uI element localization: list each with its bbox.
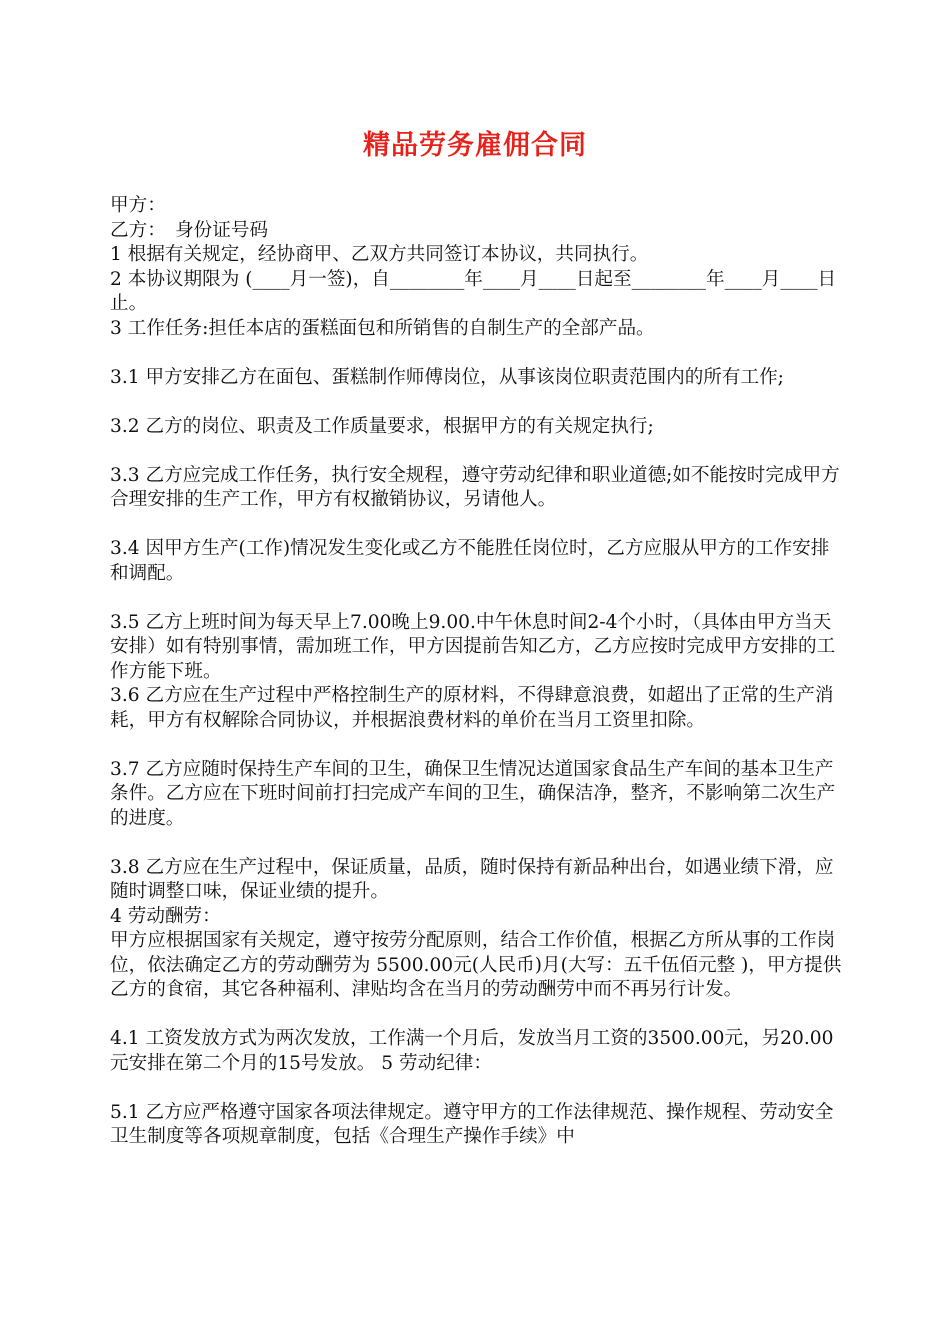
clause-3-3: 3.3 乙方应完成工作任务，执行安全规程，遵守劳动纪律和职业道德;如不能按时完成甲方合理安排的生产工作，甲方有权撤销协议，另请他人。 [110, 464, 840, 510]
clause-5-1: 5.1 乙方应严格遵守国家各项法律规定。遵守甲方的工作法律规范、操作规程、劳动安全卫生制度等各项规章制度，包括《合理生产操作手续》中 [110, 1101, 834, 1147]
clause-4-heading: 4 劳动酬劳： [110, 905, 221, 927]
clause-1: 1 根据有关规定，经协商甲、乙双方共同签订本协议，共同执行。 [110, 244, 649, 265]
clause-3-1: 3.1 甲方安排乙方在面包、蛋糕制作师傅岗位，从事该岗位职责范围内的所有工作; [110, 366, 784, 388]
contract-body [110, 194, 842, 1150]
clause-3-5: 3.5 乙方上班时间为每天早上7.00晚上9.00.中午休息时间2-4个小时，（具体由甲方当天安排）如有特别事情，需加班工作，甲方因提前告知乙方，乙方应按时完成甲方安排的工作方能下班。 [110, 611, 836, 682]
document-title: 精品劳务雇佣合同 [363, 130, 587, 161]
clause-3-4: 3.4 因甲方生产(工作)情况发生变化或乙方不能胜任岗位时，乙方应服从甲方的工作安排和调配。 [110, 538, 830, 584]
clause-2: 2 本协议期限为 (____月一签)，自________年____月____日起至________年____月____日止。 [110, 268, 837, 314]
clause-4-1: 4.1 工资发放方式为两次发放，工作满一个月后，发放当月工资的3500.00元，另20.00元安排在第二个月的15号发放。 5 劳动纪律： [110, 1028, 834, 1074]
clause-3: 3 工作任务:担任本店的蛋糕面包和所销售的自制生产的全部产品。 [110, 317, 655, 339]
clause-3-8: 3.8 乙方应在生产过程中，保证质量，品质，随时保持有新品种出台，如遇业绩下滑，应随时调整口味，保证业绩的提升。 [110, 856, 834, 902]
clause-3-7: 3.7 乙方应随时保持生产车间的卫生，确保卫生情况达道国家食品生产车间的基本卫生产条件。乙方应在下班时间前打扫完成产车间的卫生，确保洁净，整齐，不影响第二次生产的进度。 [110, 758, 836, 829]
clause-4-text: 甲方应根据国家有关规定，遵守按劳分配原则，结合工作价值，根据乙方所从事的工作岗位，依法确定乙方的劳动酬劳为 5500.00元(人民币)月(大写：五千伍佰元整 )，甲方提供乙方的食宿，其它各种福利、津贴均含在当月的劳动酬劳中而不再另行计发。 [110, 930, 842, 1000]
clause-3-6: 3.6 乙方应在生产过程中严格控制生产的原材料，不得肆意浪费，如超出了正常的生产消耗，甲方有权解除合同协议，并根据浪费材料的单价在当月工资里扣除。 [110, 685, 834, 731]
party-b-line: 乙方： 身份证号码 [110, 219, 269, 241]
clause-3-2: 3.2 乙方的岗位、职责及工作质量要求，根据甲方的有关规定执行; [110, 415, 654, 437]
party-a-line: 甲方： [110, 195, 166, 216]
